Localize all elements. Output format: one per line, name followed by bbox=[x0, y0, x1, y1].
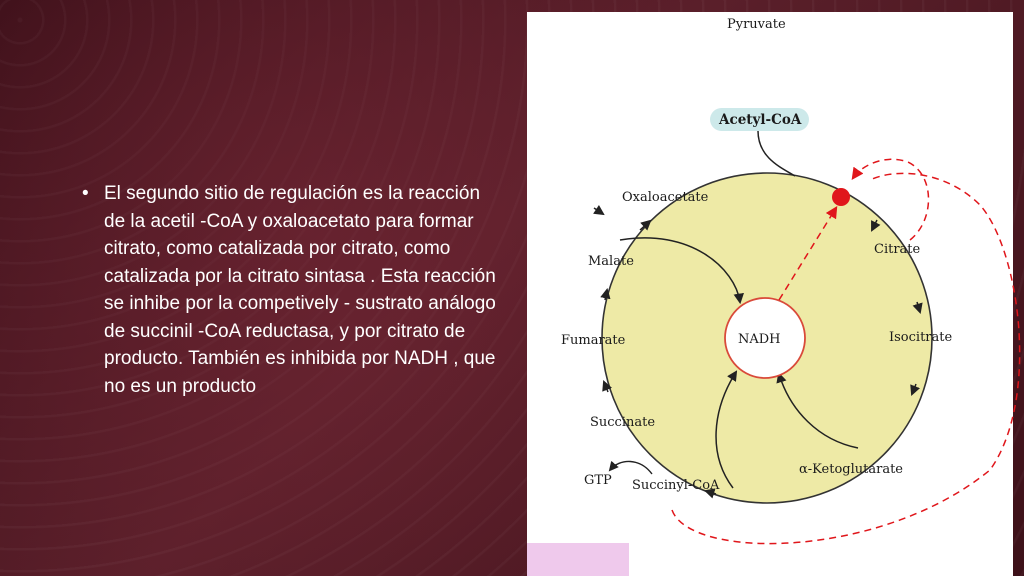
citrate-label: Citrate bbox=[874, 242, 921, 257]
inhibition-site-dot bbox=[832, 188, 850, 206]
bullet-body: El segundo sitio de regulación es la reacción de la acetil -CoA y oxaloacetato para formar citrato, como catalizada por citrato, como catalizada por la citrato sintasa . Esta reacción se inhibe por la competively - sustrato análogo de succinil -CoA reductasa, y por citrato de producto. También es inhibida por NADH , que no es un producto bbox=[104, 183, 496, 397]
isocitrate-label: Isocitrate bbox=[889, 330, 953, 345]
fumarate-label: Fumarate bbox=[561, 333, 626, 348]
oxaloacetate-label: Oxaloacetate bbox=[622, 190, 709, 205]
gtp-label: GTP bbox=[584, 473, 612, 488]
succinyl-coa-label: Succinyl-CoA bbox=[632, 478, 720, 493]
ketoglutarate-label: α-Ketoglutarate bbox=[799, 462, 903, 477]
bullet-marker: • bbox=[82, 183, 89, 204]
gtp-arrow bbox=[610, 461, 652, 474]
rim-arrow bbox=[594, 208, 603, 214]
acetyl-entry-arrow bbox=[758, 131, 795, 176]
malate-label: Malate bbox=[588, 254, 634, 269]
rim-arrow bbox=[604, 382, 608, 392]
succinate-label: Succinate bbox=[590, 415, 656, 430]
nadh-label: NADH bbox=[738, 332, 781, 347]
acetyl-coa-label: Acetyl-CoA bbox=[719, 112, 802, 128]
pyruvate-label: Pyruvate bbox=[727, 17, 786, 32]
